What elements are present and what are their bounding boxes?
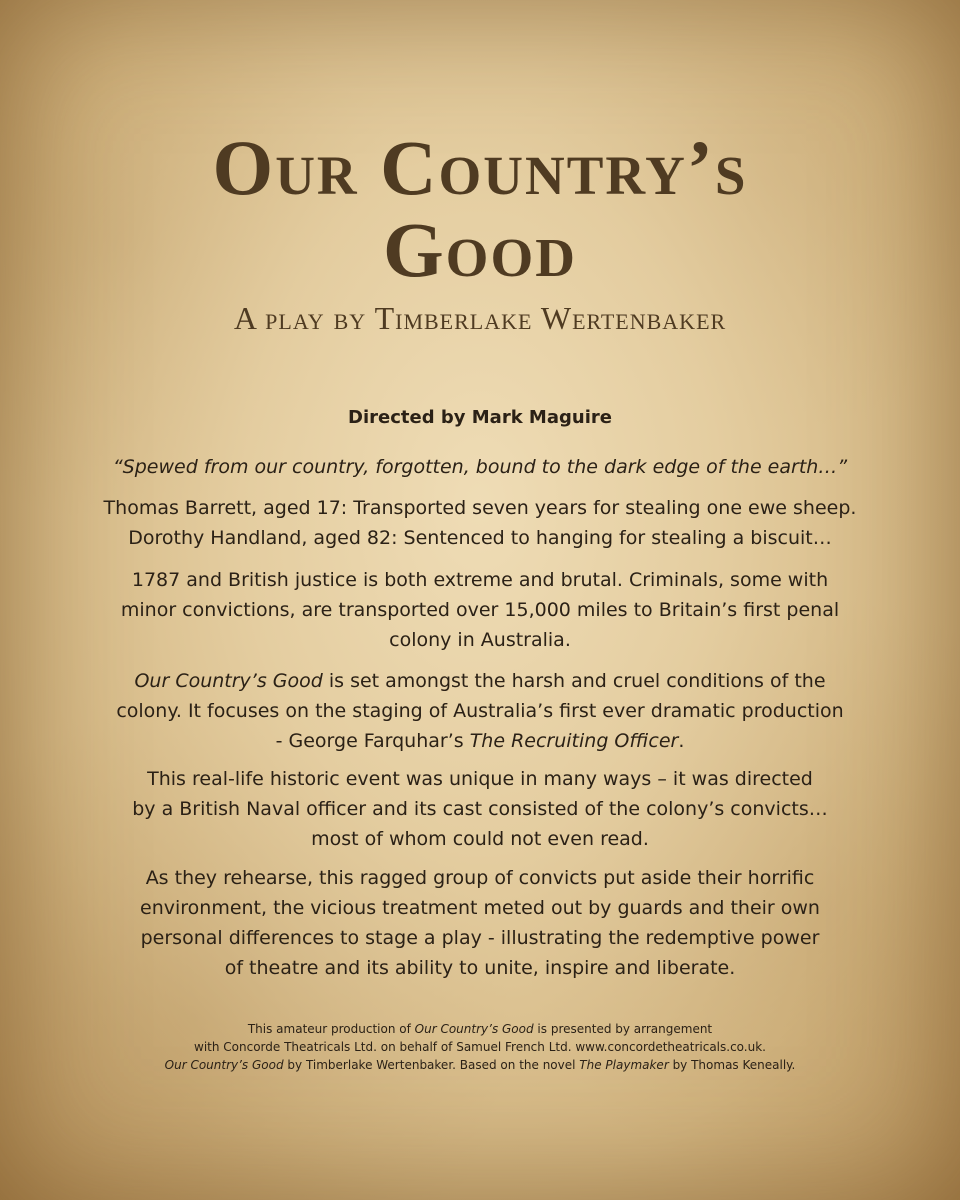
paragraph-line: environment, the vicious treatment meted out by guards and their own: [140, 897, 820, 919]
footer-line: [60, 1020, 900, 1038]
play-title-italic: Our Country’s Good: [414, 1022, 534, 1036]
paragraph-line: [60, 726, 900, 756]
page-title-line1: Our Country’s: [212, 124, 748, 211]
paragraph-line: As they rehearse, this ragged group of convicts put aside their horrific: [145, 867, 815, 889]
epigraph-quote: “Spewed from our country, forgotten, bound to the dark edge of the earth…”: [112, 456, 848, 478]
paragraph-line: colony in Australia.: [389, 629, 571, 651]
paragraph-line: Dorothy Handland, aged 82: Sentenced to hanging for stealing a biscuit…: [128, 527, 832, 549]
paragraph-line: of theatre and its ability to unite, inspire and liberate.: [224, 957, 736, 979]
paragraph-line: most of whom could not even read.: [311, 828, 649, 850]
paragraph-line: by a British Naval officer and its cast consisted of the colony’s convicts…: [132, 798, 828, 820]
subtitle: A play by Timberlake Wertenbaker: [233, 300, 727, 336]
footer-line: [60, 1056, 900, 1074]
licensing-footer: [60, 1020, 900, 1074]
footer-text: by Thomas Keneally.: [668, 1058, 796, 1072]
page-title-line2: Good: [383, 206, 577, 293]
paragraph-event: [60, 764, 900, 854]
paragraph-text: - George Farquhar’s: [275, 730, 470, 752]
paragraph-line: [60, 666, 900, 696]
paragraph-line: minor convictions, are transported over 15,000 miles to Britain’s first penal: [120, 599, 840, 621]
paragraph-line: This real-life historic event was unique in many ways – it was directed: [147, 768, 813, 790]
play-title-italic: Our Country’s Good: [164, 1058, 284, 1072]
play-title-italic: The Recruiting Officer: [469, 730, 679, 752]
footer-text: This amateur production of: [247, 1022, 415, 1036]
paragraph-line: Thomas Barrett, aged 17: Transported seven years for stealing one ewe sheep.: [103, 497, 857, 519]
paragraph-line: colony. It focuses on the staging of Australia’s first ever dramatic production: [116, 700, 844, 722]
paragraph-synopsis: [60, 666, 900, 756]
paragraph-line: personal differences to stage a play - illustrating the redemptive power: [140, 927, 820, 949]
paragraph-characters: [60, 493, 900, 553]
footer-text: is presented by arrangement: [533, 1022, 713, 1036]
paragraph-text: .: [678, 730, 685, 752]
paragraph-line: 1787 and British justice is both extreme and brutal. Criminals, some with: [131, 569, 829, 591]
novel-title-italic: The Playmaker: [579, 1058, 669, 1072]
play-title-italic: Our Country’s Good: [134, 670, 323, 692]
paragraph-theme: [60, 863, 900, 983]
paragraph-text: is set amongst the harsh and cruel conditions of the: [322, 670, 826, 692]
footer-line: with Concorde Theatricals Ltd. on behalf of Samuel French Ltd. www.concordetheatricals.co.uk.: [194, 1040, 766, 1054]
footer-text: by Timberlake Wertenbaker. Based on the novel: [283, 1058, 580, 1072]
paragraph-history: [60, 565, 900, 655]
director-credit: Directed by Mark Maguire: [348, 407, 612, 428]
